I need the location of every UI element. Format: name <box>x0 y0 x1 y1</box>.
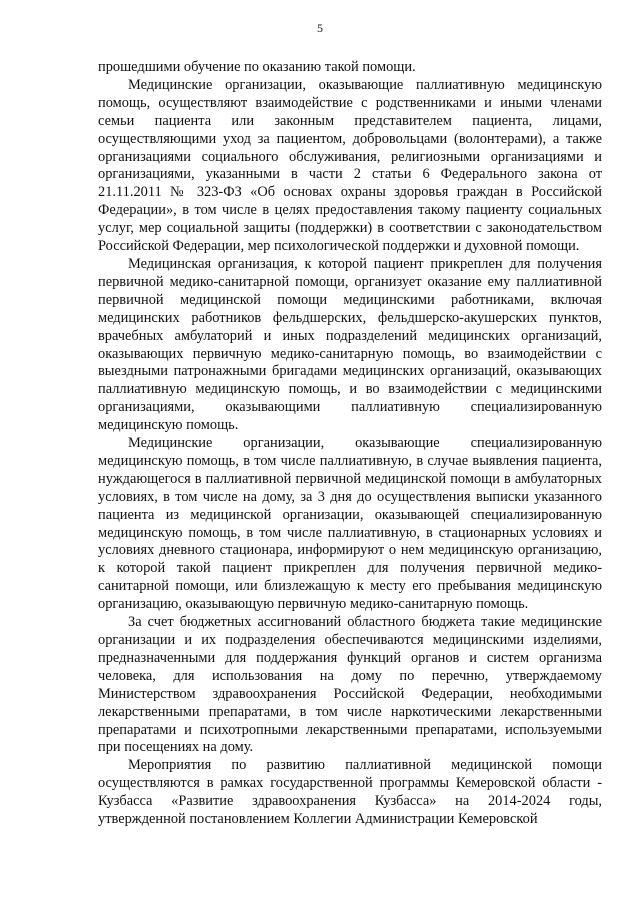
paragraph-state-program: Мероприятия по развитию паллиативной медицинской помощи осуществляются в рамках государственной программы Кемеровской области - Кузбасса «Развитие здравоохранения Кузбасса» на 2014-2024 годы, утвержденной постановлением Коллегии Администрации Кемеровской <box>98 757 602 828</box>
paragraph-budget-funding: За счет бюджетных ассигнований областного бюджета такие медицинские организации и их подразделения обеспечиваются медицинскими изделиями, предназначенными для поддержания функций органов и систем организма человека, для использования на дому по перечню, утверждаемому Министерством здравоохранения Российской Федерации, необходимыми лекарственными препаратами, в том числе наркотическими лекарственными препаратами и психотропными лекарственными препаратами, используемыми при посещениях на дому. <box>98 614 602 756</box>
paragraph-continuation: прошедшими обучение по оказанию такой помощи. <box>98 59 416 75</box>
page-number: 5 <box>317 21 323 35</box>
paragraph-specialized-care-discharge: Медицинские организации, оказывающие специализированную медицинскую помощь, в том числе паллиативную, в случае выявления пациента, нуждающегося в паллиативной первичной медицинской помощи в амбулаторных условиях, в том числе на дому, за 3 дня до осуществления выписки указанного пациента из медицинской организации, оказывающей специализированную медицинскую помощь, в том числе паллиативную, в стационарных условиях и условиях дневного стационара, информируют о нем медицинскую организацию, к которой такой пациент прикреплен для получения первичной медико-санитарной помощи, или близлежащую к месту его пребывания медицинскую организацию, оказывающую первичную медико-санитарную помощь. <box>98 435 602 613</box>
document-body <box>98 59 602 829</box>
paragraph-interaction-with-relatives: Медицинские организации, оказывающие паллиативную медицинскую помощь, осуществляют взаимодействие с родственниками и иными членами семьи пациента или законным представителем пациента, лицами, осуществляющими уход за пациентом, добровольцами (волонтерами), а также организациями социального обслуживания, религиозными организациями и организациями, указанными в части 2 статьи 6 Федерального закона от 21.11.2011 № 323-ФЗ «Об основах охраны здоровья граждан в Российской Федерации», в том числе в целях предоставления такому пациенту социальных услуг, мер социальной защиты (поддержки) в соответствии с законодательством Российской Федерации, мер психологической поддержки и духовной помощи. <box>98 76 602 255</box>
paragraph-primary-care-organization: Медицинская организация, к которой пациент прикреплен для получения первичной медико-санитарной помощи, организует оказание ему паллиативной первичной медицинской помощи медицинскими работниками, включая медицинских работников фельдшерских, фельдшерско-акушерских пунктов, врачебных амбулаторий и иных подразделений медицинских организаций, оказывающих первичную медико-санитарную помощь, во взаимодействии с выездными патронажными бригадами медицинских организаций, оказывающих паллиативную медицинскую помощь, и во взаимодействии с медицинскими организациями, оказывающими паллиативную специализированную медицинскую помощь. <box>98 255 602 434</box>
